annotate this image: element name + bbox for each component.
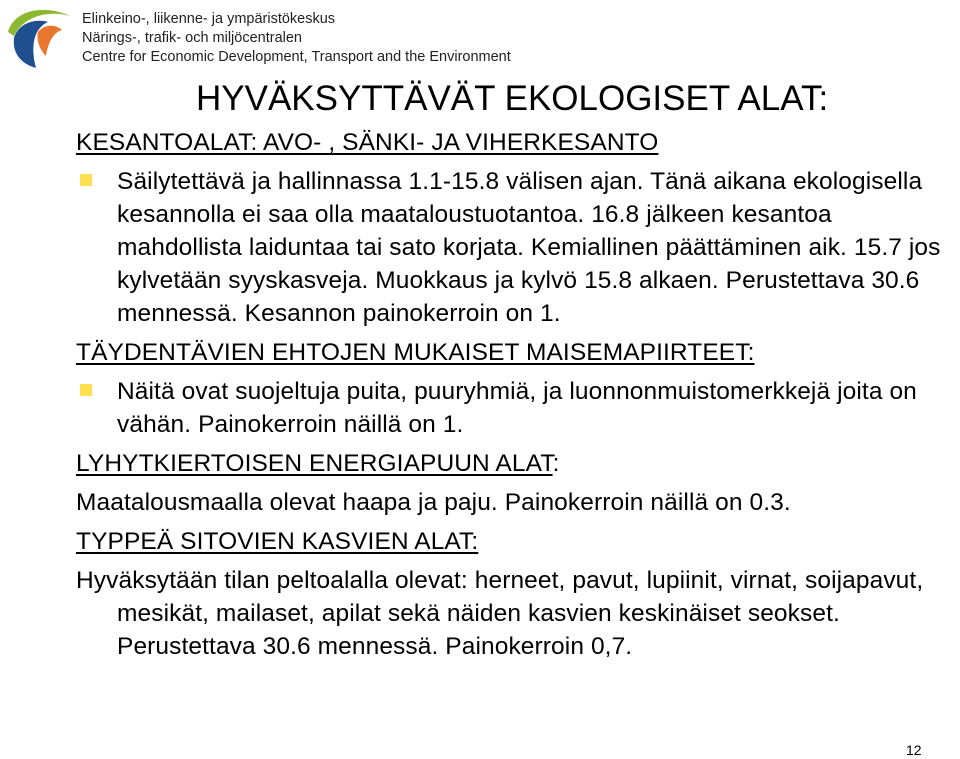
section-heading-nitrogen: TYPPEÄ SITOVIEN KASVIEN ALAT:	[76, 528, 479, 555]
section-heading-fallow: KESANTOALAT: AVO- , SÄNKI- JA VIHERKESANTO	[76, 129, 659, 156]
logo-orange-shape	[37, 26, 62, 56]
bullet-square-icon	[80, 174, 92, 186]
section-heading-energy-wood-row	[76, 447, 960, 480]
nitrogen-text: Hyväksytään tilan peltoalalla olevat: herneet, pavut, lupiinit, virnat, soijapavut, mesikät, mailaset, apilat sekä näiden kasvien keskinäiset seokset. Perustettava 30.6 mennessä. Painokerroin 0,7.	[76, 567, 924, 660]
section-heading-energy-wood: LYHYTKIERTOISEN ENERGIAPUUN ALAT	[76, 450, 553, 477]
bullet-fallow	[76, 165, 960, 330]
org-name-english: Centre for Economic Development, Transport and the Environment	[82, 49, 511, 65]
bullet-fallow-text: Säilytettävä ja hallinnassa 1.1-15.8 välisen ajan. Tänä aikana ekologisella kesannolla ei saa olla maataloustuotantoa. 16.8 jälkeen kesantoa mahdollista laiduntaa tai sato korjata. Kemiallinen päättäminen aik. 15.7 jos kylvetään syyskasveja. Muokkaus ja kylvö 15.8 alkaen. Perustettava 30.6 mennessä. Kesannon painokerroin on 1.	[117, 168, 941, 327]
organization-name	[82, 10, 511, 67]
bullet-landscape-text: Näitä ovat suojeltuja puita, puuryhmiä, ja luonnonmuistomerkkejä joita on vähän. Painokerroin näillä on 1.	[117, 378, 917, 438]
ely-centre-logo	[4, 2, 74, 72]
org-name-finnish: Elinkeino-, liikenne- ja ympäristökeskus	[82, 11, 336, 27]
energy-wood-text: Maatalousmaalla olevat haapa ja paju. Painokerroin näillä on 0.3.	[76, 489, 791, 516]
slide-content	[76, 126, 960, 663]
bullet-square-icon	[80, 384, 92, 396]
section-heading-energy-wood-colon: :	[552, 450, 560, 477]
bullet-landscape	[76, 375, 960, 441]
slide-title: HYVÄKSYTTÄVÄT EKOLOGISET ALAT:	[196, 79, 829, 118]
org-name-swedish: Närings-, trafik- och miljöcentralen	[82, 30, 302, 46]
page-number: 12	[906, 742, 922, 758]
section-heading-landscape: TÄYDENTÄVIEN EHTOJEN MUKAISET MAISEMAPIIRTEET:	[76, 339, 755, 366]
